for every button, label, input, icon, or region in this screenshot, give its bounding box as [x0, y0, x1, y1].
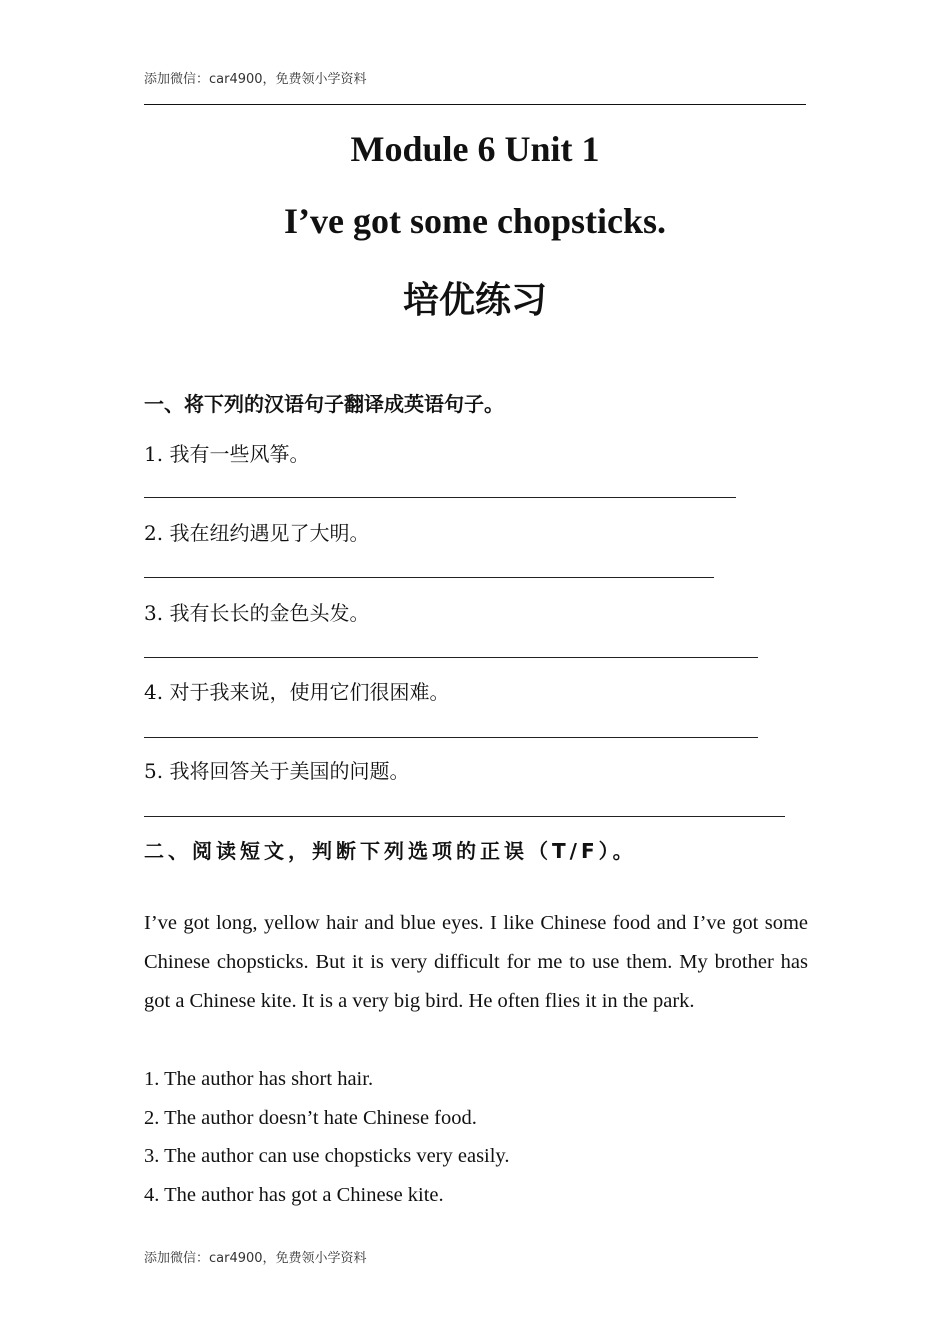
lesson-title: I’ve got some chopsticks.	[284, 201, 666, 241]
translation-item-2: 2. 我在纽约遇见了大明。	[144, 521, 370, 545]
section2-heading: 二、阅读短文，判断下列选项的正误（T/F）。	[144, 839, 637, 863]
statement-3: 3. The author can use chopsticks very easily.	[144, 1145, 510, 1167]
translation-item-5: 5. 我将回答关于美国的问题。	[144, 759, 410, 783]
translation-item-1: 1. 我有一些风筝。	[144, 442, 310, 466]
header-divider	[144, 104, 806, 105]
translation-item-4: 4. 对于我来说，使用它们很困难。	[144, 680, 450, 704]
footer-note: 添加微信：car4900，免费领小学资料	[144, 1251, 367, 1266]
module-title: Module 6 Unit 1	[350, 129, 600, 169]
section1-heading: 一、将下列的汉语句子翻译成英语句子。	[144, 392, 504, 416]
statement-2: 2. The author doesn’t hate Chinese food.	[144, 1107, 477, 1129]
answer-line-1[interactable]	[144, 497, 736, 498]
answer-line-3[interactable]	[144, 657, 758, 658]
answer-line-4[interactable]	[144, 737, 758, 738]
statement-1: 1. The author has short hair.	[144, 1068, 374, 1090]
worksheet-subtitle: 培优练习	[402, 280, 547, 321]
statement-4: 4. The author has got a Chinese kite.	[144, 1184, 444, 1206]
answer-line-2[interactable]	[144, 577, 714, 578]
reading-passage: I’ve got long, yellow hair and blue eyes. I like Chinese food and I’ve got some Chinese chopsticks. But it is very difficult for me to use them. My brother has got a Chinese kite. It is a very big bird. He often flies it in the park.	[144, 912, 808, 1012]
header-note: 添加微信：car4900，免费领小学资料	[144, 72, 367, 87]
answer-line-5[interactable]	[144, 816, 785, 817]
translation-item-3: 3. 我有长长的金色头发。	[144, 601, 370, 625]
